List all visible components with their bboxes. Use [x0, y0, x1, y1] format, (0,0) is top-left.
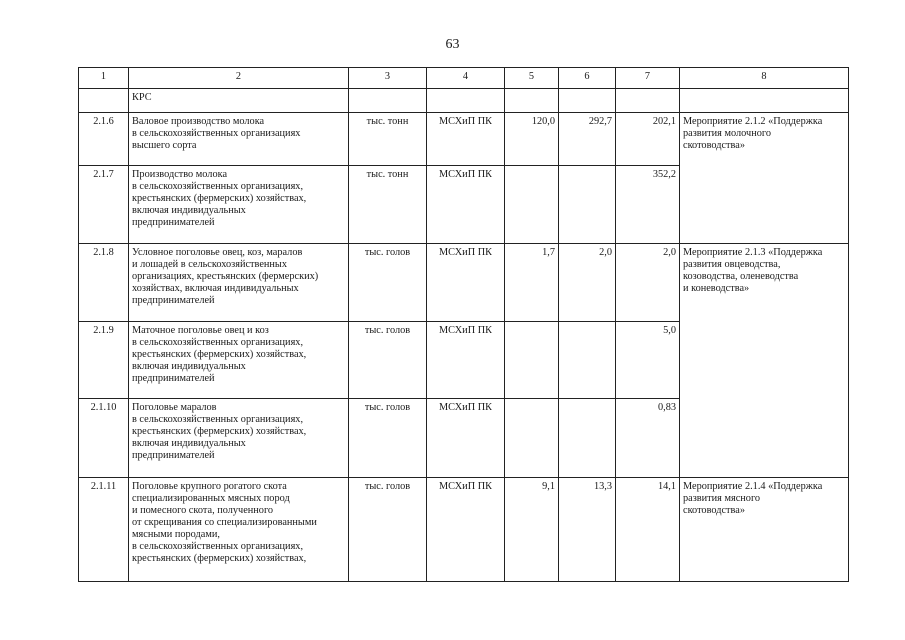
header-cell-7: 7: [616, 68, 680, 89]
org-cell: МСХиП ПК: [427, 113, 505, 166]
org-cell: МСХиП ПК: [427, 244, 505, 322]
org-cell: МСХиП ПК: [427, 322, 505, 399]
measure-cell: Мероприятие 2.1.4 «Поддержка развития мясного скотоводства»: [680, 478, 849, 582]
row-number: 2.1.9: [79, 322, 129, 399]
value-col6: 2,0: [559, 244, 616, 322]
indicator-cell: Поголовье маралов в сельскохозяйственных организациях, крестьянских (фермерских) хозяйствах, включая индивидуальных предпринимателей: [129, 399, 349, 478]
measure-cell: Мероприятие 2.1.3 «Поддержка развития овцеводства, козоводства, оленеводства и коневодства»: [680, 244, 849, 478]
header-cell-5: 5: [505, 68, 559, 89]
table-row: [79, 244, 849, 322]
org-cell: МСХиП ПК: [427, 478, 505, 582]
header-cell-4: 4: [427, 68, 505, 89]
header-row: [79, 68, 849, 89]
value-col7: 14,1: [616, 478, 680, 582]
page-number: 63: [445, 37, 460, 52]
measures-table: [78, 67, 849, 582]
value-col7: 202,1: [616, 113, 680, 166]
unit-cell: тыс. голов: [349, 322, 427, 399]
value-col5: 1,7: [505, 244, 559, 322]
indicator-cell: Производство молока в сельскохозяйственных организациях, крестьянских (фермерских) хозяйствах, включая индивидуальных предпринимателей: [129, 166, 349, 244]
header-cell-3: 3: [349, 68, 427, 89]
unit-cell: тыс. голов: [349, 478, 427, 582]
value-col6: [559, 166, 616, 244]
header-cell-8: 8: [680, 68, 849, 89]
table-row: [79, 478, 849, 582]
header-cell-6: 6: [559, 68, 616, 89]
row-number: 2.1.7: [79, 166, 129, 244]
row-number: 2.1.6: [79, 113, 129, 166]
measure-cell: Мероприятие 2.1.2 «Поддержка развития молочного скотоводства»: [680, 113, 849, 244]
header-cell-1: 1: [79, 68, 129, 89]
value-col6: 292,7: [559, 113, 616, 166]
unit-cell: тыс. голов: [349, 244, 427, 322]
table-row: [79, 113, 849, 166]
org-cell: МСХиП ПК: [427, 166, 505, 244]
row-number: 2.1.10: [79, 399, 129, 478]
unit-cell: тыс. голов: [349, 399, 427, 478]
value-col7: 2,0: [616, 244, 680, 322]
indicator-cell: Поголовье крупного рогатого скота специализированных мясных пород и помесного скота, полученного от скрещивания со специализированными мясными породами, в сельскохозяйственных организациях, крестьянских (фермерских) хозяйствах,: [129, 478, 349, 582]
value-col6: [559, 322, 616, 399]
indicator-cell: Валовое производство молока в сельскохозяйственных организациях высшего сорта: [129, 113, 349, 166]
unit-cell: тыс. тонн: [349, 166, 427, 244]
value-col5: [505, 322, 559, 399]
value-col5: 9,1: [505, 478, 559, 582]
section-label: КРС: [129, 89, 349, 113]
indicator-cell: Маточное поголовье овец и коз в сельскохозяйственных организациях, крестьянских (фермерских) хозяйствах, включая индивидуальных предпринимателей: [129, 322, 349, 399]
row-number: 2.1.8: [79, 244, 129, 322]
value-col7: 5,0: [616, 322, 680, 399]
value-col7: 352,2: [616, 166, 680, 244]
section-row: [79, 89, 849, 113]
header-cell-2: 2: [129, 68, 349, 89]
value-col5: [505, 166, 559, 244]
row-number: 2.1.11: [79, 478, 129, 582]
indicator-cell: Условное поголовье овец, коз, маралов и лошадей в сельскохозяйственных организациях, крестьянских (фермерских) хозяйствах, включая индивидуальных предпринимателей: [129, 244, 349, 322]
unit-cell: тыс. тонн: [349, 113, 427, 166]
value-col6: 13,3: [559, 478, 616, 582]
org-cell: МСХиП ПК: [427, 399, 505, 478]
value-col5: [505, 399, 559, 478]
value-col6: [559, 399, 616, 478]
value-col7: 0,83: [616, 399, 680, 478]
value-col5: 120,0: [505, 113, 559, 166]
